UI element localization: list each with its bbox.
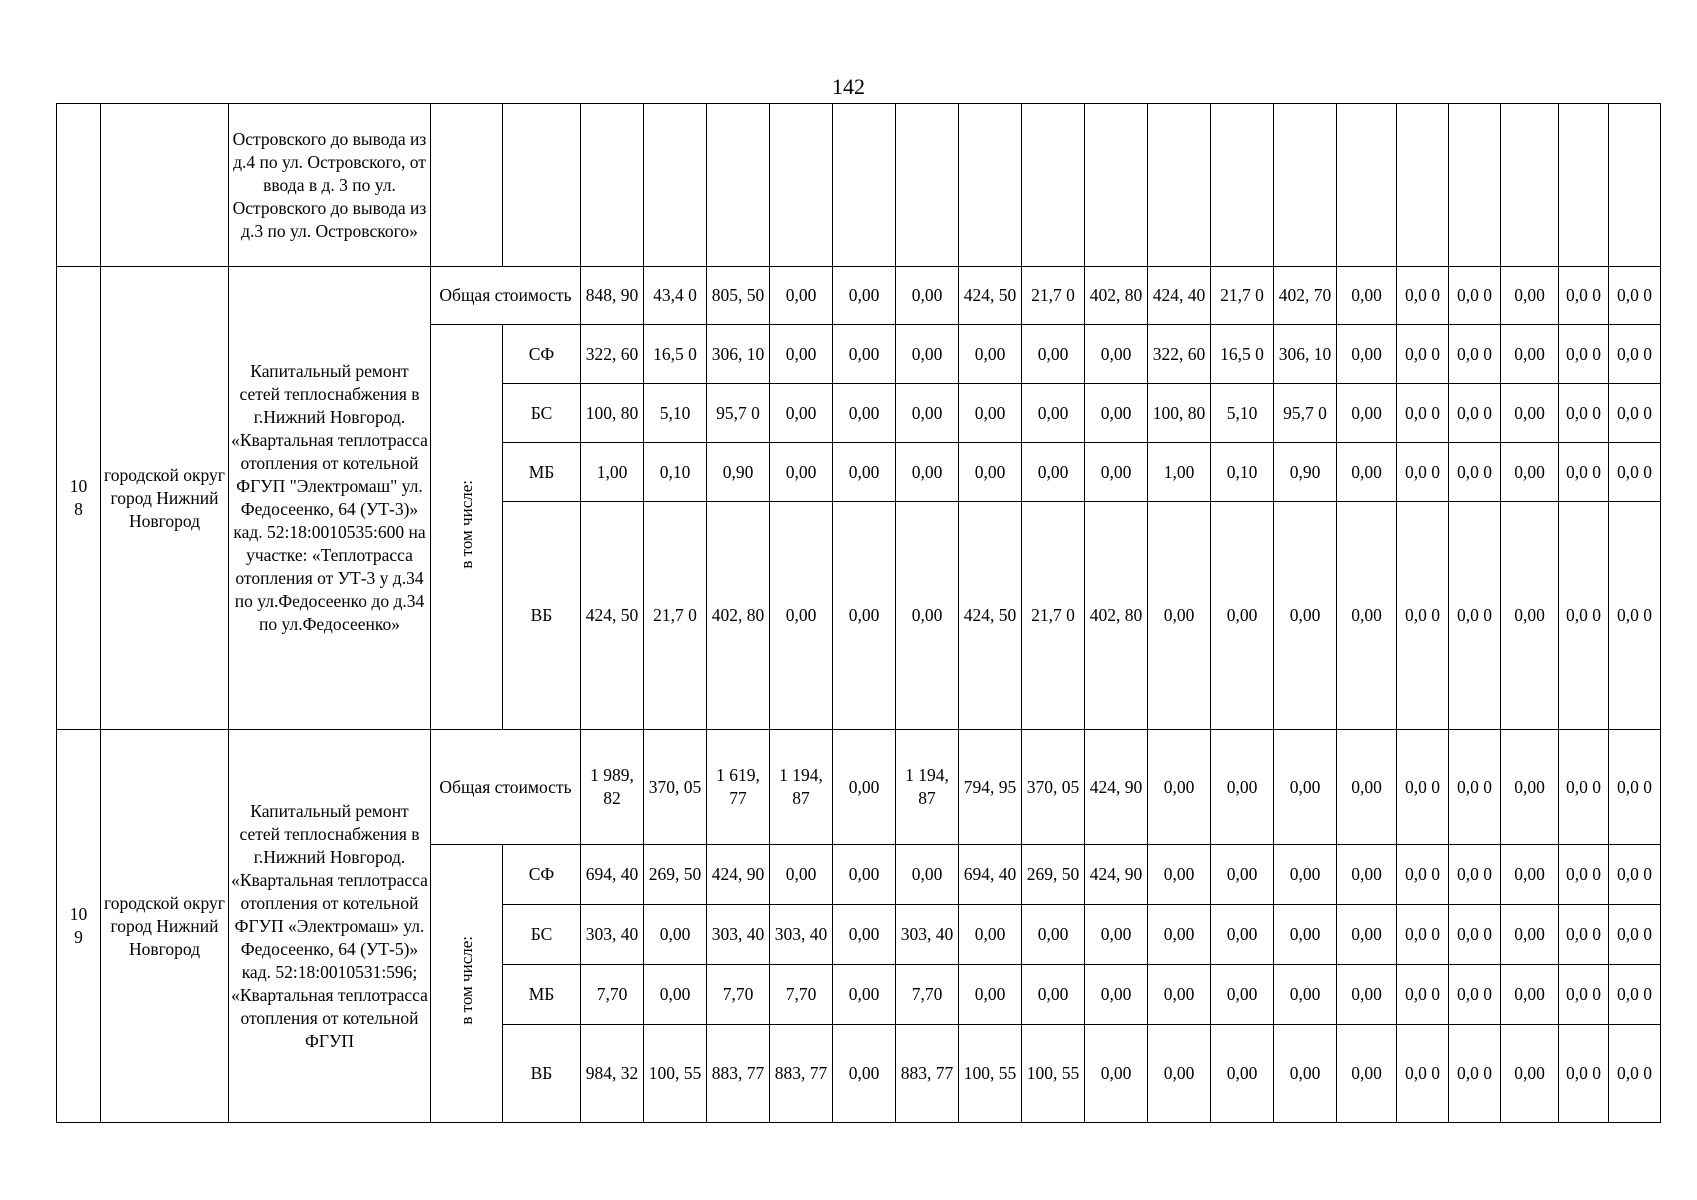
value-cell: 794, 95 bbox=[959, 730, 1022, 845]
value-cell: 100, 55 bbox=[644, 1025, 707, 1123]
value-cell: 0,00 bbox=[1211, 730, 1274, 845]
value-cell: 5,10 bbox=[1211, 384, 1274, 443]
value-cell: 0,00 bbox=[1501, 384, 1559, 443]
value-cell: 0,00 bbox=[896, 502, 959, 730]
value-cell: 0,00 bbox=[1274, 845, 1337, 905]
value-cell: 0,00 bbox=[959, 325, 1022, 384]
value-cell: 0,0 0 bbox=[1559, 502, 1609, 730]
value-cell: 0,0 0 bbox=[1609, 502, 1661, 730]
value-cell: 424, 50 bbox=[581, 502, 644, 730]
value-cell: 0,0 0 bbox=[1609, 1025, 1661, 1123]
value-cell bbox=[1501, 104, 1559, 267]
including-label bbox=[431, 845, 503, 1123]
value-cell: 1 989, 82 bbox=[581, 730, 644, 845]
value-cell: 0,0 0 bbox=[1609, 845, 1661, 905]
value-cell: 0,00 bbox=[1148, 730, 1211, 845]
value-cell: 0,00 bbox=[959, 384, 1022, 443]
page-number: 142 bbox=[832, 74, 865, 99]
value-cell: 402, 80 bbox=[1085, 267, 1148, 325]
value-cell: 0,10 bbox=[644, 443, 707, 502]
value-cell: 0,00 bbox=[1274, 905, 1337, 965]
source-code-cell: БС bbox=[503, 905, 581, 965]
municipality-cell: городской округ город Нижний Новгород bbox=[101, 267, 229, 730]
value-cell: 0,00 bbox=[833, 325, 896, 384]
value-cell: 0,00 bbox=[1022, 965, 1085, 1025]
value-cell: 16,5 0 bbox=[1211, 325, 1274, 384]
value-cell: 0,0 0 bbox=[1397, 325, 1449, 384]
value-cell bbox=[644, 104, 707, 267]
value-cell: 0,10 bbox=[1211, 443, 1274, 502]
value-cell: 16,5 0 bbox=[644, 325, 707, 384]
value-cell: 269, 50 bbox=[1022, 845, 1085, 905]
table-row bbox=[57, 730, 1661, 845]
value-cell: 883, 77 bbox=[707, 1025, 770, 1123]
value-cell: 0,00 bbox=[833, 384, 896, 443]
source-code-cell: ВБ bbox=[503, 502, 581, 730]
value-cell: 0,00 bbox=[1501, 502, 1559, 730]
value-cell: 100, 55 bbox=[1022, 1025, 1085, 1123]
value-cell: 0,0 0 bbox=[1449, 905, 1501, 965]
value-cell: 0,00 bbox=[770, 502, 833, 730]
value-cell: 0,00 bbox=[833, 443, 896, 502]
value-cell: 0,00 bbox=[833, 965, 896, 1025]
value-cell: 0,00 bbox=[1501, 905, 1559, 965]
value-cell: 100, 80 bbox=[1148, 384, 1211, 443]
value-cell: 0,00 bbox=[1501, 443, 1559, 502]
value-cell: 0,00 bbox=[1148, 905, 1211, 965]
value-cell: 370, 05 bbox=[644, 730, 707, 845]
value-cell: 0,00 bbox=[959, 905, 1022, 965]
value-cell: 0,00 bbox=[770, 267, 833, 325]
value-cell: 0,00 bbox=[1337, 730, 1397, 845]
value-cell: 424, 90 bbox=[1085, 845, 1148, 905]
value-cell: 0,0 0 bbox=[1449, 1025, 1501, 1123]
source-code-cell: СФ bbox=[503, 845, 581, 905]
value-cell: 100, 80 bbox=[581, 384, 644, 443]
value-cell bbox=[1085, 104, 1148, 267]
value-cell: 0,0 0 bbox=[1449, 267, 1501, 325]
value-cell: 0,00 bbox=[1022, 384, 1085, 443]
index-cell bbox=[57, 267, 101, 730]
value-cell: 0,0 0 bbox=[1559, 1025, 1609, 1123]
value-cell: 1 194, 87 bbox=[896, 730, 959, 845]
table-row bbox=[57, 104, 1661, 267]
value-cell: 0,0 0 bbox=[1559, 267, 1609, 325]
description-cell: Капитальный ремонт сетей теплоснабжения в г.Нижний Новгород. «Квартальная теплотрасса отопления от котельной ФГУП «Электромаш» ул. Федосеенко, 64 (УТ-5)» кад. 52:18:0010531:596; «Квартальная теплотрасса отопления от котельной ФГУП bbox=[229, 730, 431, 1123]
value-cell: 0,00 bbox=[1085, 325, 1148, 384]
value-cell: 0,00 bbox=[1274, 1025, 1337, 1123]
value-cell: 0,00 bbox=[770, 325, 833, 384]
value-cell: 1 619, 77 bbox=[707, 730, 770, 845]
value-cell: 21,7 0 bbox=[644, 502, 707, 730]
value-cell: 0,00 bbox=[1501, 730, 1559, 845]
value-cell: 0,0 0 bbox=[1559, 443, 1609, 502]
value-cell: 0,00 bbox=[1085, 965, 1148, 1025]
value-cell: 0,0 0 bbox=[1559, 905, 1609, 965]
value-cell: 0,0 0 bbox=[1397, 905, 1449, 965]
value-cell bbox=[707, 104, 770, 267]
value-cell: 424, 90 bbox=[1085, 730, 1148, 845]
value-cell bbox=[581, 104, 644, 267]
value-cell: 0,00 bbox=[1022, 325, 1085, 384]
including-label-text: в том числе: bbox=[457, 936, 476, 1025]
value-cell: 0,90 bbox=[1274, 443, 1337, 502]
value-cell: 100, 55 bbox=[959, 1025, 1022, 1123]
value-cell: 0,0 0 bbox=[1449, 443, 1501, 502]
value-cell: 0,0 0 bbox=[1397, 443, 1449, 502]
value-cell: 0,0 0 bbox=[1397, 267, 1449, 325]
value-cell: 7,70 bbox=[707, 965, 770, 1025]
value-cell: 0,00 bbox=[1274, 730, 1337, 845]
value-cell bbox=[833, 104, 896, 267]
value-cell: 0,00 bbox=[896, 325, 959, 384]
value-cell: 402, 80 bbox=[707, 502, 770, 730]
value-cell: 0,00 bbox=[1501, 325, 1559, 384]
value-cell: 0,00 bbox=[1337, 502, 1397, 730]
value-cell: 21,7 0 bbox=[1211, 267, 1274, 325]
index-cell bbox=[57, 104, 101, 267]
source-code-cell: МБ bbox=[503, 965, 581, 1025]
value-cell: 0,0 0 bbox=[1559, 384, 1609, 443]
value-cell: 0,00 bbox=[1085, 905, 1148, 965]
index-line: 10 bbox=[69, 476, 88, 496]
value-cell: 7,70 bbox=[896, 965, 959, 1025]
value-cell: 0,0 0 bbox=[1609, 905, 1661, 965]
value-cell: 0,00 bbox=[1148, 845, 1211, 905]
value-cell: 0,00 bbox=[1211, 1025, 1274, 1123]
value-cell: 0,0 0 bbox=[1559, 730, 1609, 845]
value-cell: 303, 40 bbox=[896, 905, 959, 965]
source-code-cell: МБ bbox=[503, 443, 581, 502]
value-cell: 7,70 bbox=[770, 965, 833, 1025]
value-cell bbox=[959, 104, 1022, 267]
value-cell: 0,00 bbox=[1501, 267, 1559, 325]
table-body bbox=[57, 104, 1661, 1123]
including-label bbox=[431, 325, 503, 730]
value-cell: 303, 40 bbox=[581, 905, 644, 965]
value-cell: 424, 90 bbox=[707, 845, 770, 905]
value-cell bbox=[1211, 104, 1274, 267]
value-cell: 0,0 0 bbox=[1397, 730, 1449, 845]
value-cell: 306, 10 bbox=[707, 325, 770, 384]
source-code-cell: БС bbox=[503, 384, 581, 443]
value-cell: 0,00 bbox=[896, 845, 959, 905]
value-cell: 0,0 0 bbox=[1559, 845, 1609, 905]
label-cell bbox=[431, 104, 503, 267]
value-cell: 883, 77 bbox=[770, 1025, 833, 1123]
source-code-cell: ВБ bbox=[503, 1025, 581, 1123]
index-line: 9 bbox=[74, 927, 83, 947]
value-cell: 0,0 0 bbox=[1609, 730, 1661, 845]
value-cell: 95,7 0 bbox=[707, 384, 770, 443]
value-cell: 303, 40 bbox=[707, 905, 770, 965]
value-cell: 0,0 0 bbox=[1609, 384, 1661, 443]
value-cell: 0,00 bbox=[1501, 1025, 1559, 1123]
value-cell: 0,00 bbox=[1085, 384, 1148, 443]
value-cell: 0,0 0 bbox=[1559, 965, 1609, 1025]
value-cell: 0,00 bbox=[1337, 267, 1397, 325]
value-cell: 0,0 0 bbox=[1609, 965, 1661, 1025]
value-cell: 0,00 bbox=[1337, 1025, 1397, 1123]
value-cell: 0,0 0 bbox=[1397, 502, 1449, 730]
index-cell bbox=[57, 730, 101, 1123]
value-cell: 269, 50 bbox=[644, 845, 707, 905]
total-label: Общая стоимость bbox=[431, 267, 581, 325]
value-cell: 0,00 bbox=[833, 905, 896, 965]
value-cell: 984, 32 bbox=[581, 1025, 644, 1123]
value-cell: 0,00 bbox=[1501, 965, 1559, 1025]
value-cell: 0,0 0 bbox=[1609, 267, 1661, 325]
value-cell: 7,70 bbox=[581, 965, 644, 1025]
value-cell: 0,00 bbox=[1022, 443, 1085, 502]
value-cell: 0,00 bbox=[1337, 905, 1397, 965]
municipality-cell bbox=[101, 104, 229, 267]
municipality-cell: городской округ город Нижний Новгород bbox=[101, 730, 229, 1123]
value-cell: 0,00 bbox=[833, 1025, 896, 1123]
value-cell: 0,00 bbox=[1501, 845, 1559, 905]
value-cell: 883, 77 bbox=[896, 1025, 959, 1123]
value-cell: 402, 70 bbox=[1274, 267, 1337, 325]
value-cell: 0,00 bbox=[833, 730, 896, 845]
description-cell: Островского до вывода из д.4 по ул. Островского, от ввода в д. 3 по ул. Островского до вывода из д.3 по ул. Островского» bbox=[229, 104, 431, 267]
value-cell: 5,10 bbox=[644, 384, 707, 443]
value-cell bbox=[1274, 104, 1337, 267]
value-cell bbox=[770, 104, 833, 267]
value-cell: 0,0 0 bbox=[1609, 443, 1661, 502]
value-cell: 0,0 0 bbox=[1559, 325, 1609, 384]
value-cell: 306, 10 bbox=[1274, 325, 1337, 384]
value-cell: 0,0 0 bbox=[1449, 502, 1501, 730]
value-cell: 694, 40 bbox=[959, 845, 1022, 905]
index-line: 10 bbox=[69, 904, 88, 924]
value-cell: 0,00 bbox=[1274, 502, 1337, 730]
value-cell: 21,7 0 bbox=[1022, 267, 1085, 325]
value-cell: 0,00 bbox=[959, 965, 1022, 1025]
value-cell: 43,4 0 bbox=[644, 267, 707, 325]
value-cell: 694, 40 bbox=[581, 845, 644, 905]
value-cell bbox=[1449, 104, 1501, 267]
value-cell bbox=[1559, 104, 1609, 267]
value-cell: 0,0 0 bbox=[1449, 325, 1501, 384]
financing-table bbox=[56, 103, 1661, 1123]
value-cell: 1,00 bbox=[581, 443, 644, 502]
value-cell: 0,00 bbox=[770, 384, 833, 443]
value-cell: 0,00 bbox=[833, 845, 896, 905]
value-cell: 0,0 0 bbox=[1609, 325, 1661, 384]
value-cell: 0,00 bbox=[1337, 845, 1397, 905]
table-row bbox=[57, 267, 1661, 325]
value-cell: 95,7 0 bbox=[1274, 384, 1337, 443]
value-cell: 0,00 bbox=[1085, 443, 1148, 502]
value-cell: 0,00 bbox=[1148, 965, 1211, 1025]
value-cell: 424, 50 bbox=[959, 267, 1022, 325]
value-cell: 322, 60 bbox=[581, 325, 644, 384]
value-cell: 0,00 bbox=[770, 443, 833, 502]
value-cell: 0,00 bbox=[833, 502, 896, 730]
value-cell: 0,00 bbox=[896, 267, 959, 325]
value-cell: 402, 80 bbox=[1085, 502, 1148, 730]
description-cell: Капитальный ремонт сетей теплоснабжения в г.Нижний Новгород. «Квартальная теплотрасса отопления от котельной ФГУП "Электромаш" ул. Федосеенко, 64 (УТ-3)» кад. 52:18:0010535:600 на участке: «Теплотрасса отопления от УТ-3 у д.34 по ул.Федосеенко до д.34 по ул.Федосеенко» bbox=[229, 267, 431, 730]
value-cell: 0,0 0 bbox=[1397, 1025, 1449, 1123]
value-cell: 0,0 0 bbox=[1449, 845, 1501, 905]
value-cell: 0,00 bbox=[644, 905, 707, 965]
value-cell: 0,00 bbox=[1211, 845, 1274, 905]
value-cell: 0,00 bbox=[1211, 502, 1274, 730]
including-label-text: в том числе: bbox=[457, 479, 476, 569]
value-cell: 0,0 0 bbox=[1449, 965, 1501, 1025]
value-cell: 848, 90 bbox=[581, 267, 644, 325]
value-cell: 0,90 bbox=[707, 443, 770, 502]
value-cell bbox=[896, 104, 959, 267]
value-cell: 805, 50 bbox=[707, 267, 770, 325]
value-cell: 0,00 bbox=[1274, 965, 1337, 1025]
value-cell: 424, 40 bbox=[1148, 267, 1211, 325]
value-cell: 0,0 0 bbox=[1397, 965, 1449, 1025]
value-cell bbox=[1609, 104, 1661, 267]
label-cell bbox=[503, 104, 581, 267]
value-cell: 303, 40 bbox=[770, 905, 833, 965]
value-cell: 370, 05 bbox=[1022, 730, 1085, 845]
value-cell: 322, 60 bbox=[1148, 325, 1211, 384]
value-cell: 0,0 0 bbox=[1397, 384, 1449, 443]
value-cell: 0,00 bbox=[1148, 1025, 1211, 1123]
total-label: Общая стоимость bbox=[431, 730, 581, 845]
value-cell: 0,00 bbox=[896, 384, 959, 443]
value-cell: 0,00 bbox=[959, 443, 1022, 502]
value-cell: 0,00 bbox=[770, 845, 833, 905]
value-cell: 0,00 bbox=[1337, 384, 1397, 443]
value-cell: 0,00 bbox=[1211, 965, 1274, 1025]
value-cell: 0,0 0 bbox=[1449, 730, 1501, 845]
value-cell: 21,7 0 bbox=[1022, 502, 1085, 730]
value-cell bbox=[1148, 104, 1211, 267]
value-cell: 424, 50 bbox=[959, 502, 1022, 730]
value-cell: 0,0 0 bbox=[1449, 384, 1501, 443]
value-cell: 0,00 bbox=[1337, 965, 1397, 1025]
value-cell: 0,00 bbox=[1211, 905, 1274, 965]
value-cell: 1,00 bbox=[1148, 443, 1211, 502]
value-cell: 0,00 bbox=[1148, 502, 1211, 730]
value-cell bbox=[1022, 104, 1085, 267]
index-line: 8 bbox=[74, 499, 83, 519]
value-cell: 0,00 bbox=[1085, 1025, 1148, 1123]
value-cell: 0,00 bbox=[1022, 905, 1085, 965]
value-cell: 0,00 bbox=[644, 965, 707, 1025]
value-cell: 1 194, 87 bbox=[770, 730, 833, 845]
value-cell: 0,00 bbox=[1337, 443, 1397, 502]
source-code-cell: СФ bbox=[503, 325, 581, 384]
value-cell: 0,00 bbox=[896, 443, 959, 502]
value-cell bbox=[1397, 104, 1449, 267]
value-cell: 0,00 bbox=[833, 267, 896, 325]
value-cell: 0,0 0 bbox=[1397, 845, 1449, 905]
value-cell bbox=[1337, 104, 1397, 267]
value-cell: 0,00 bbox=[1337, 325, 1397, 384]
